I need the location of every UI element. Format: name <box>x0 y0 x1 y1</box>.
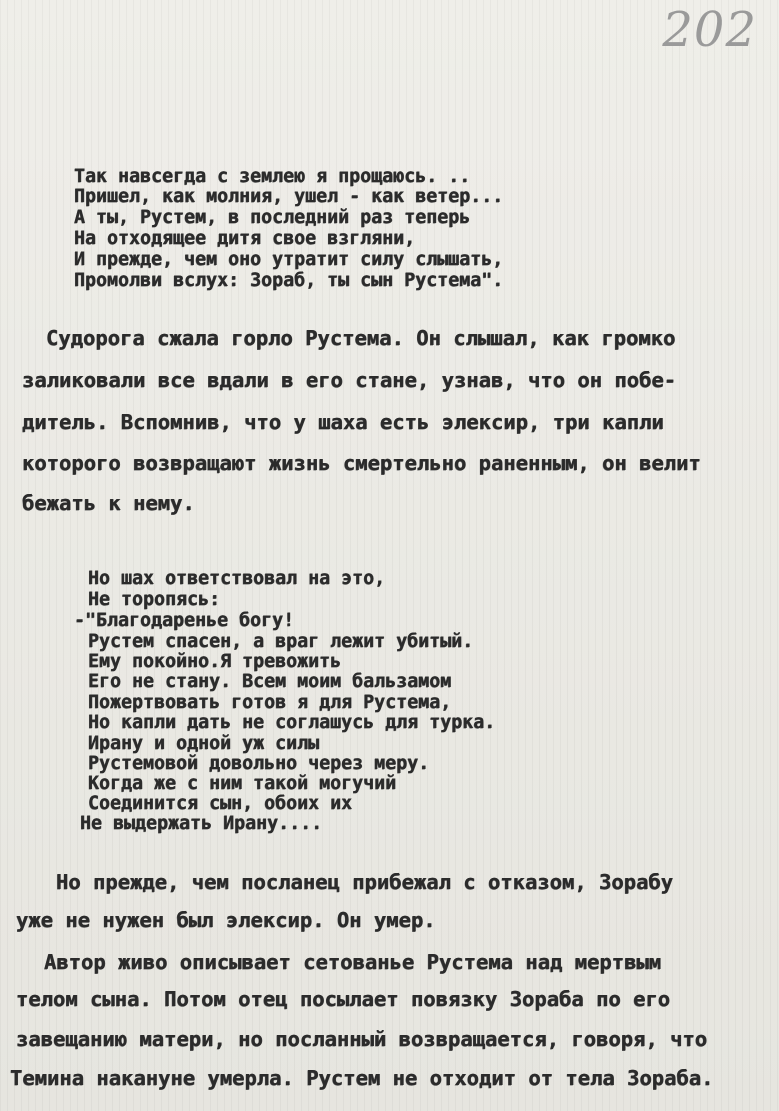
poem-line: Не торопясь: <box>88 589 221 610</box>
paragraph-line: телом сына. Потом отец посылает повязку Зораба по его <box>16 987 671 1011</box>
paragraph-line: которого возвращают жизнь смертельно раненным, он велит <box>22 451 701 475</box>
paragraph-line: заликовали все вдали в его стане, узнав, что он побе- <box>22 368 677 392</box>
paragraph-line: Темина накануне умерла. Рустем не отходит от тела Зораба. <box>10 1066 714 1090</box>
poem-line: Но капли дать не соглашусь для турка. <box>88 712 496 733</box>
poem-line: Так навсегда с землею я прощаюсь. .. <box>74 166 471 187</box>
paragraph-line: завещанию матери, но посланный возвращается, говоря, что <box>16 1027 708 1051</box>
poem-line: Ирану и одной уж силы <box>88 733 320 754</box>
poem-line: Пришел, как молния, ушел - как ветер... <box>74 186 504 207</box>
poem-line: На отходящее дитя свое взгляни, <box>74 228 416 249</box>
poem-line: Когда же с ним такой могучий <box>88 773 397 794</box>
poem-line: А ты, Рустем, в последний раз теперь <box>74 207 471 228</box>
paragraph-line: Но прежде, чем посланец прибежал с отказом, Зорабу <box>56 870 674 894</box>
poem-line: Рустем спасен, а враг лежит убитый. <box>88 631 474 652</box>
paragraph-line: бежать к нему. <box>22 491 195 515</box>
poem-line: И прежде, чем оно утратит силу слышать, <box>74 249 504 270</box>
paragraph-line: дитель. Вспомнив, что у шаха есть элексир, три капли <box>22 410 664 434</box>
paragraph-line: Автор живо описывает сетованье Рустема над мертвым <box>44 950 662 974</box>
poem-line: Промолви вслух: Зораб, ты сын Рустема". <box>74 270 504 291</box>
poem-line: Не выдержать Ирану.... <box>80 813 323 834</box>
poem-line: -"Благодаренье богу! <box>74 610 295 631</box>
poem-line: Рустемовой довольно через меру. <box>88 753 430 774</box>
page-number: 202 <box>662 2 757 58</box>
poem-line: Соединится сын, обоих их <box>88 793 353 814</box>
poem-line: Ему покойно.Я тревожить <box>88 651 342 672</box>
poem-line: Пожертвовать готов я для Рустема, <box>88 692 452 713</box>
poem-line: Его не стану. Всем моим бальзамом <box>88 671 452 692</box>
paragraph-line: уже не нужен был элексир. Он умер. <box>16 908 436 932</box>
poem-line: Но шах ответствовал на это, <box>88 568 386 589</box>
paragraph-line: Судорога сжала горло Рустема. Он слышал, как громко <box>46 326 676 350</box>
